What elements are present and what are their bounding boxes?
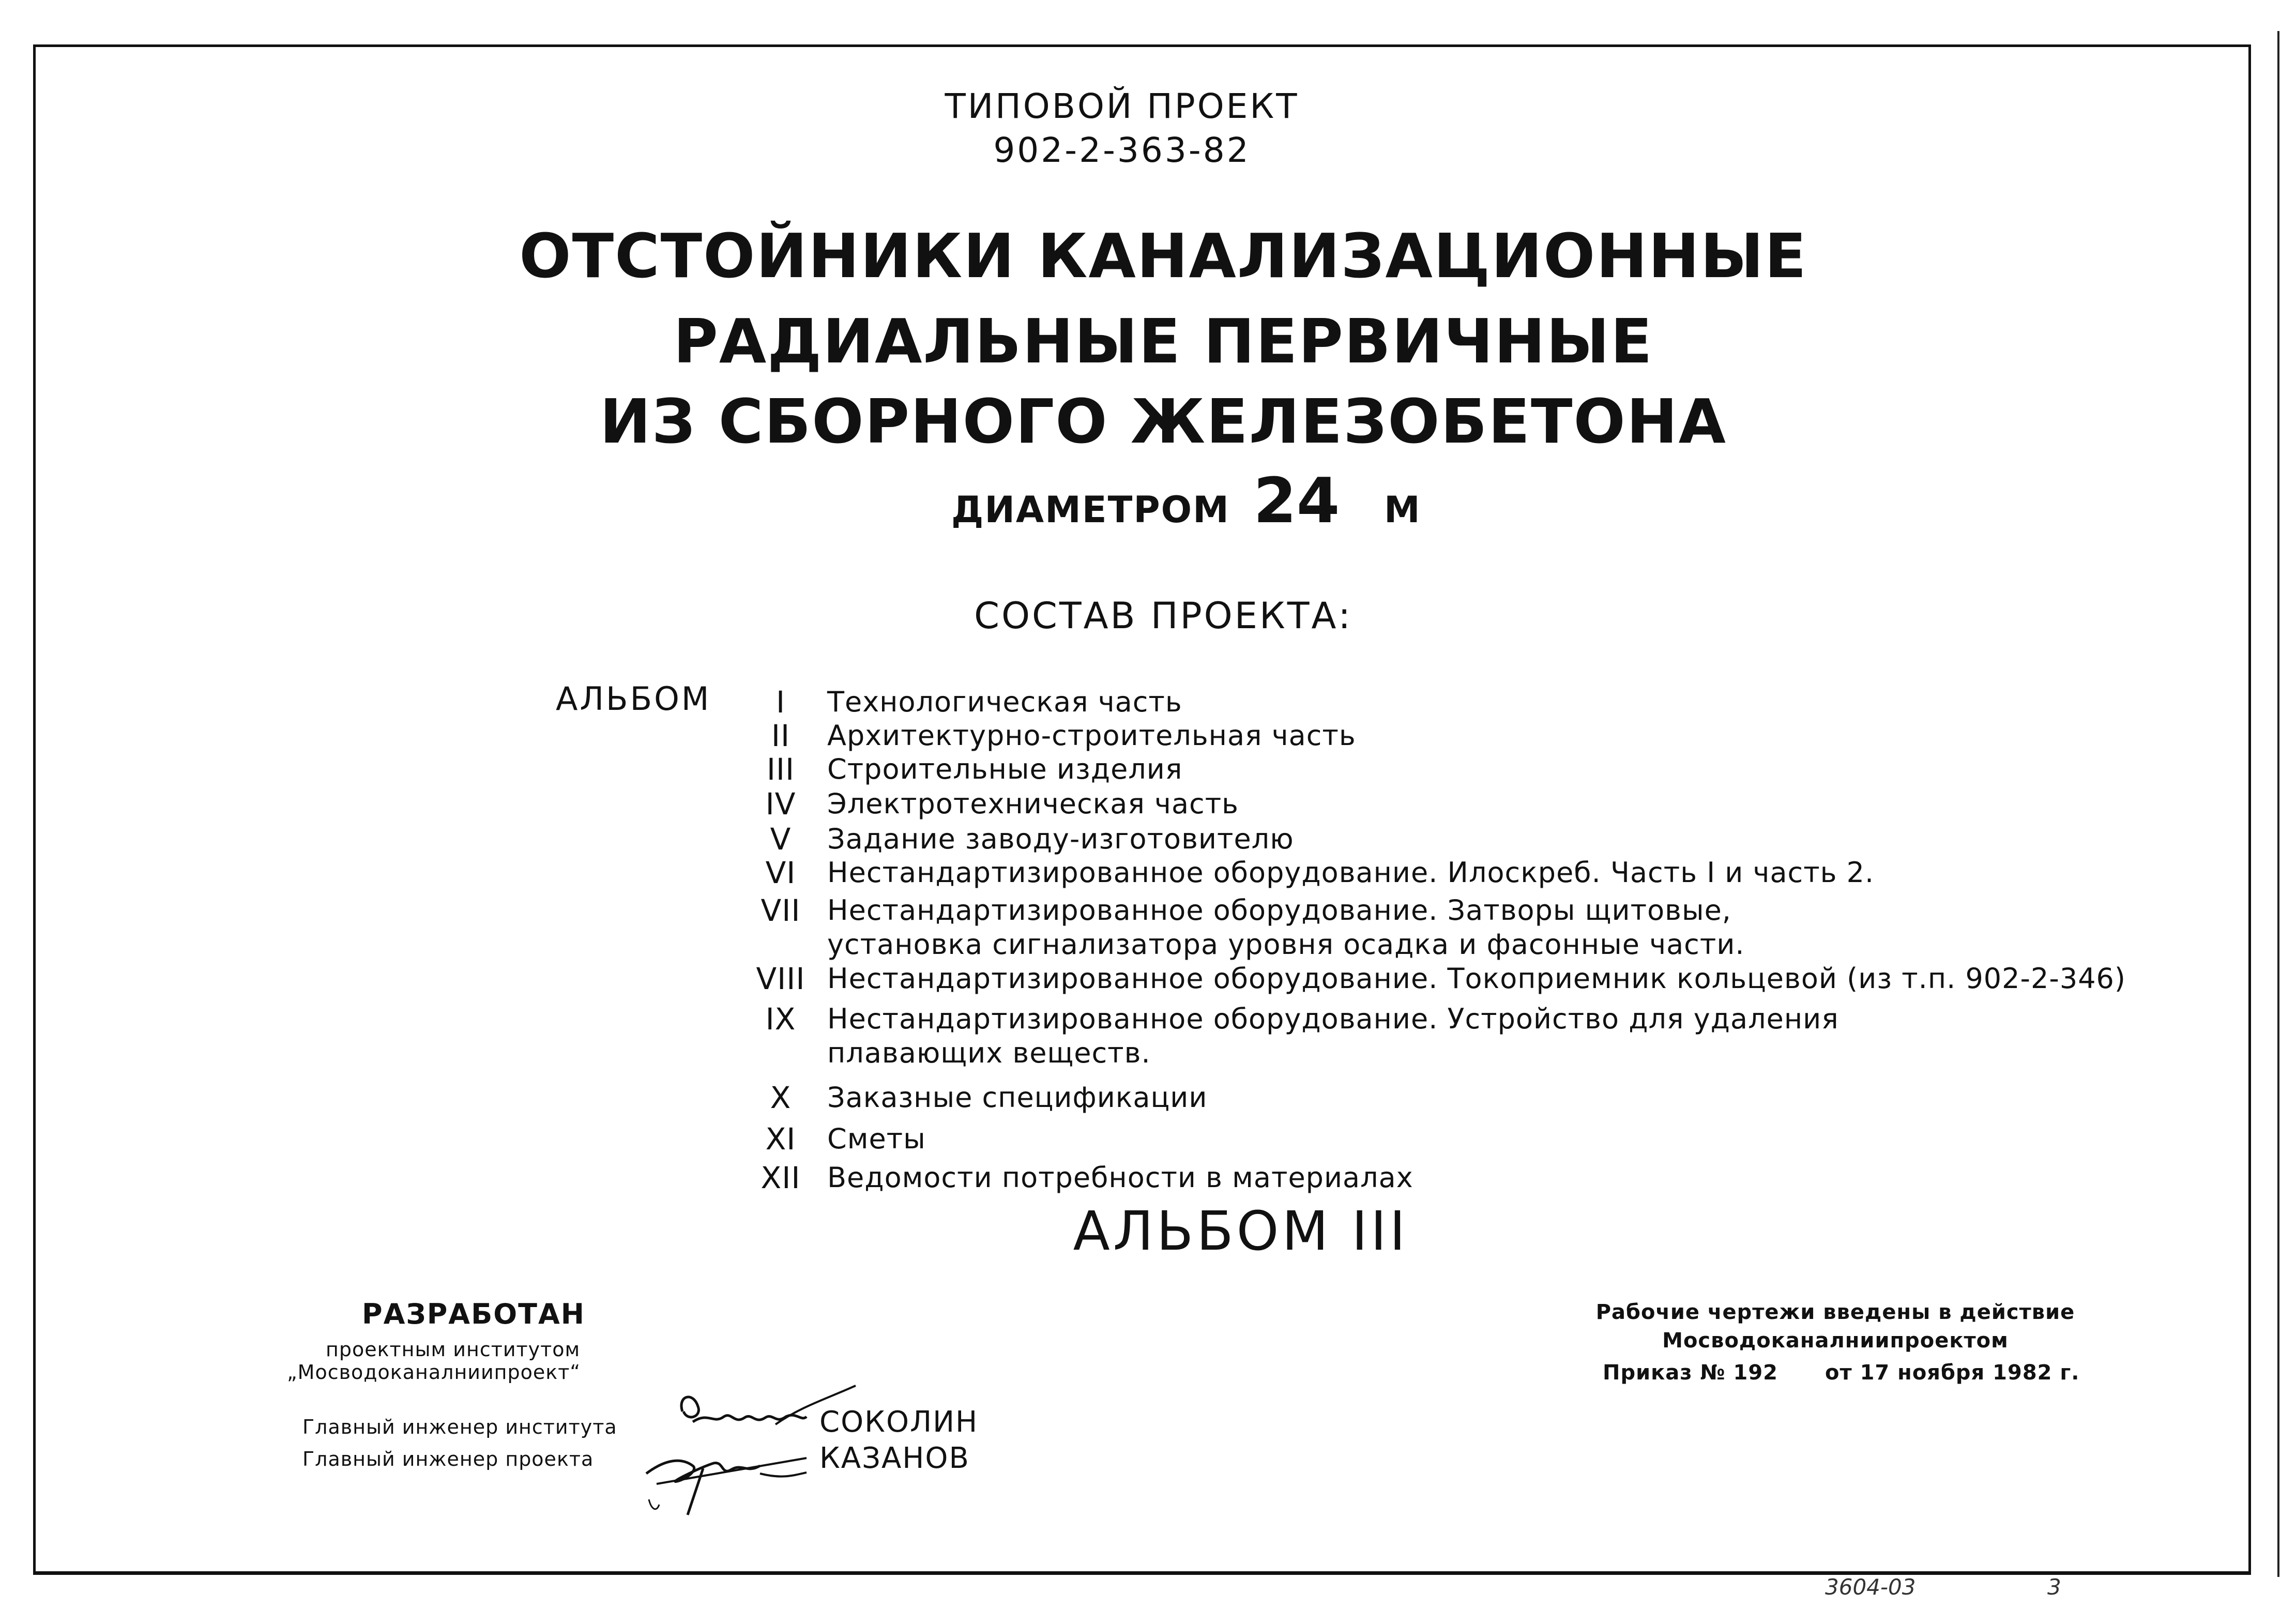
album-row [734, 685, 1182, 719]
album-number: VII [761, 893, 801, 928]
album-title: Электротехническая часть [827, 787, 1239, 820]
album-number: I [776, 685, 786, 720]
album-title: Ведомости потребности в материалах [827, 1161, 1413, 1194]
album-row [734, 1081, 1207, 1115]
title-line-2: РАДИАЛЬНЫЕ ПЕРВИЧНЫЕ [673, 306, 1653, 377]
project-number: 902-2-363-82 [993, 130, 1251, 170]
album-row [734, 856, 1874, 890]
album-row [734, 893, 1745, 962]
album-row [734, 719, 1356, 753]
order-number: Приказ № 192 [1603, 1361, 1778, 1385]
diameter-unit: М [1383, 489, 1420, 531]
album-title: Заказные спецификации [827, 1081, 1208, 1114]
album-number: VI [765, 855, 796, 890]
title-line-3: ИЗ СБОРНОГО ЖЕЛЕЗОБЕТОНА [600, 386, 1727, 457]
enactment-line-1: Рабочие чертежи введены в действие [1595, 1300, 2075, 1324]
order-date: от 17 ноября 1982 г. [1825, 1361, 2080, 1385]
chief-engineer-project-name: КАЗАНОВ [819, 1441, 970, 1475]
developer-title: РАЗРАБОТАН [362, 1298, 585, 1330]
diameter-value: 24 [1253, 465, 1340, 537]
album-title-continued: установка сигнализатора уровня осадка и фасонные части. [827, 928, 1745, 961]
album-title: Технологическая часть [827, 686, 1182, 718]
album-number: VIII [756, 961, 805, 996]
album-row [734, 1161, 1413, 1195]
album-row [734, 752, 1182, 786]
album-title: Строительные изделия [827, 753, 1183, 785]
album-title: Архитектурно-строительная часть [827, 719, 1356, 752]
page-edge-line [2277, 31, 2279, 1577]
album-title: Сметы [827, 1122, 926, 1155]
chief-engineer-institute-label: Главный инженер института [302, 1416, 617, 1438]
archive-code: 3604-03 [1825, 1574, 1916, 1600]
album-title: Нестандартизированное оборудование. Илоскреб. Часть I и часть 2. [827, 856, 1875, 889]
developer-line-1: проектным институтом [326, 1338, 581, 1361]
album-title: Задание заводу-изготовителю [827, 823, 1294, 855]
album-number: XII [761, 1160, 801, 1195]
album-row [734, 1002, 1839, 1070]
developer-institute: „Мосводоканалниипроект“ [287, 1361, 581, 1384]
album-number: III [766, 752, 795, 787]
album-title: Нестандартизированное оборудование. Токоприемник кольцевой (из т.п. 902-2-346) [827, 962, 2126, 995]
album-number: IX [765, 1001, 796, 1037]
album-row [734, 787, 1239, 821]
album-number: II [771, 718, 790, 753]
album-title: Нестандартизированное оборудование. Устройство для удаления [827, 1003, 1839, 1035]
signature-kazanov [636, 1437, 832, 1520]
album-number: X [770, 1080, 792, 1115]
sheet-mark: 3 [2047, 1574, 2061, 1600]
album-number: IV [765, 786, 796, 822]
album-row [734, 962, 2126, 996]
album-number: V [770, 822, 792, 857]
title-line-1: ОТСТОЙНИКИ КАНАЛИЗАЦИОННЫЕ [519, 220, 1807, 292]
diameter-line [951, 465, 1420, 543]
composition-heading: СОСТАВ ПРОЕКТА: [974, 595, 1352, 637]
enactment-line-2: Мосводоканалниипроектом [1662, 1329, 2009, 1353]
album-word: АЛЬБОМ [556, 680, 711, 718]
album-row [734, 822, 1294, 856]
album-title: Нестандартизированное оборудование. Затворы щитовые, [827, 894, 1731, 927]
chief-engineer-institute-name: СОКОЛИН [819, 1405, 979, 1439]
diameter-label: ДИАМЕТРОМ [951, 489, 1230, 531]
chief-engineer-project-label: Главный инженер проекта [302, 1448, 594, 1470]
album-row [734, 1122, 926, 1156]
project-type-label: ТИПОВОЙ ПРОЕКТ [945, 86, 1299, 126]
current-album: АЛЬБОМ III [1073, 1200, 1409, 1263]
album-number: XI [765, 1121, 796, 1157]
album-title-continued: плавающих веществ. [827, 1037, 1151, 1069]
